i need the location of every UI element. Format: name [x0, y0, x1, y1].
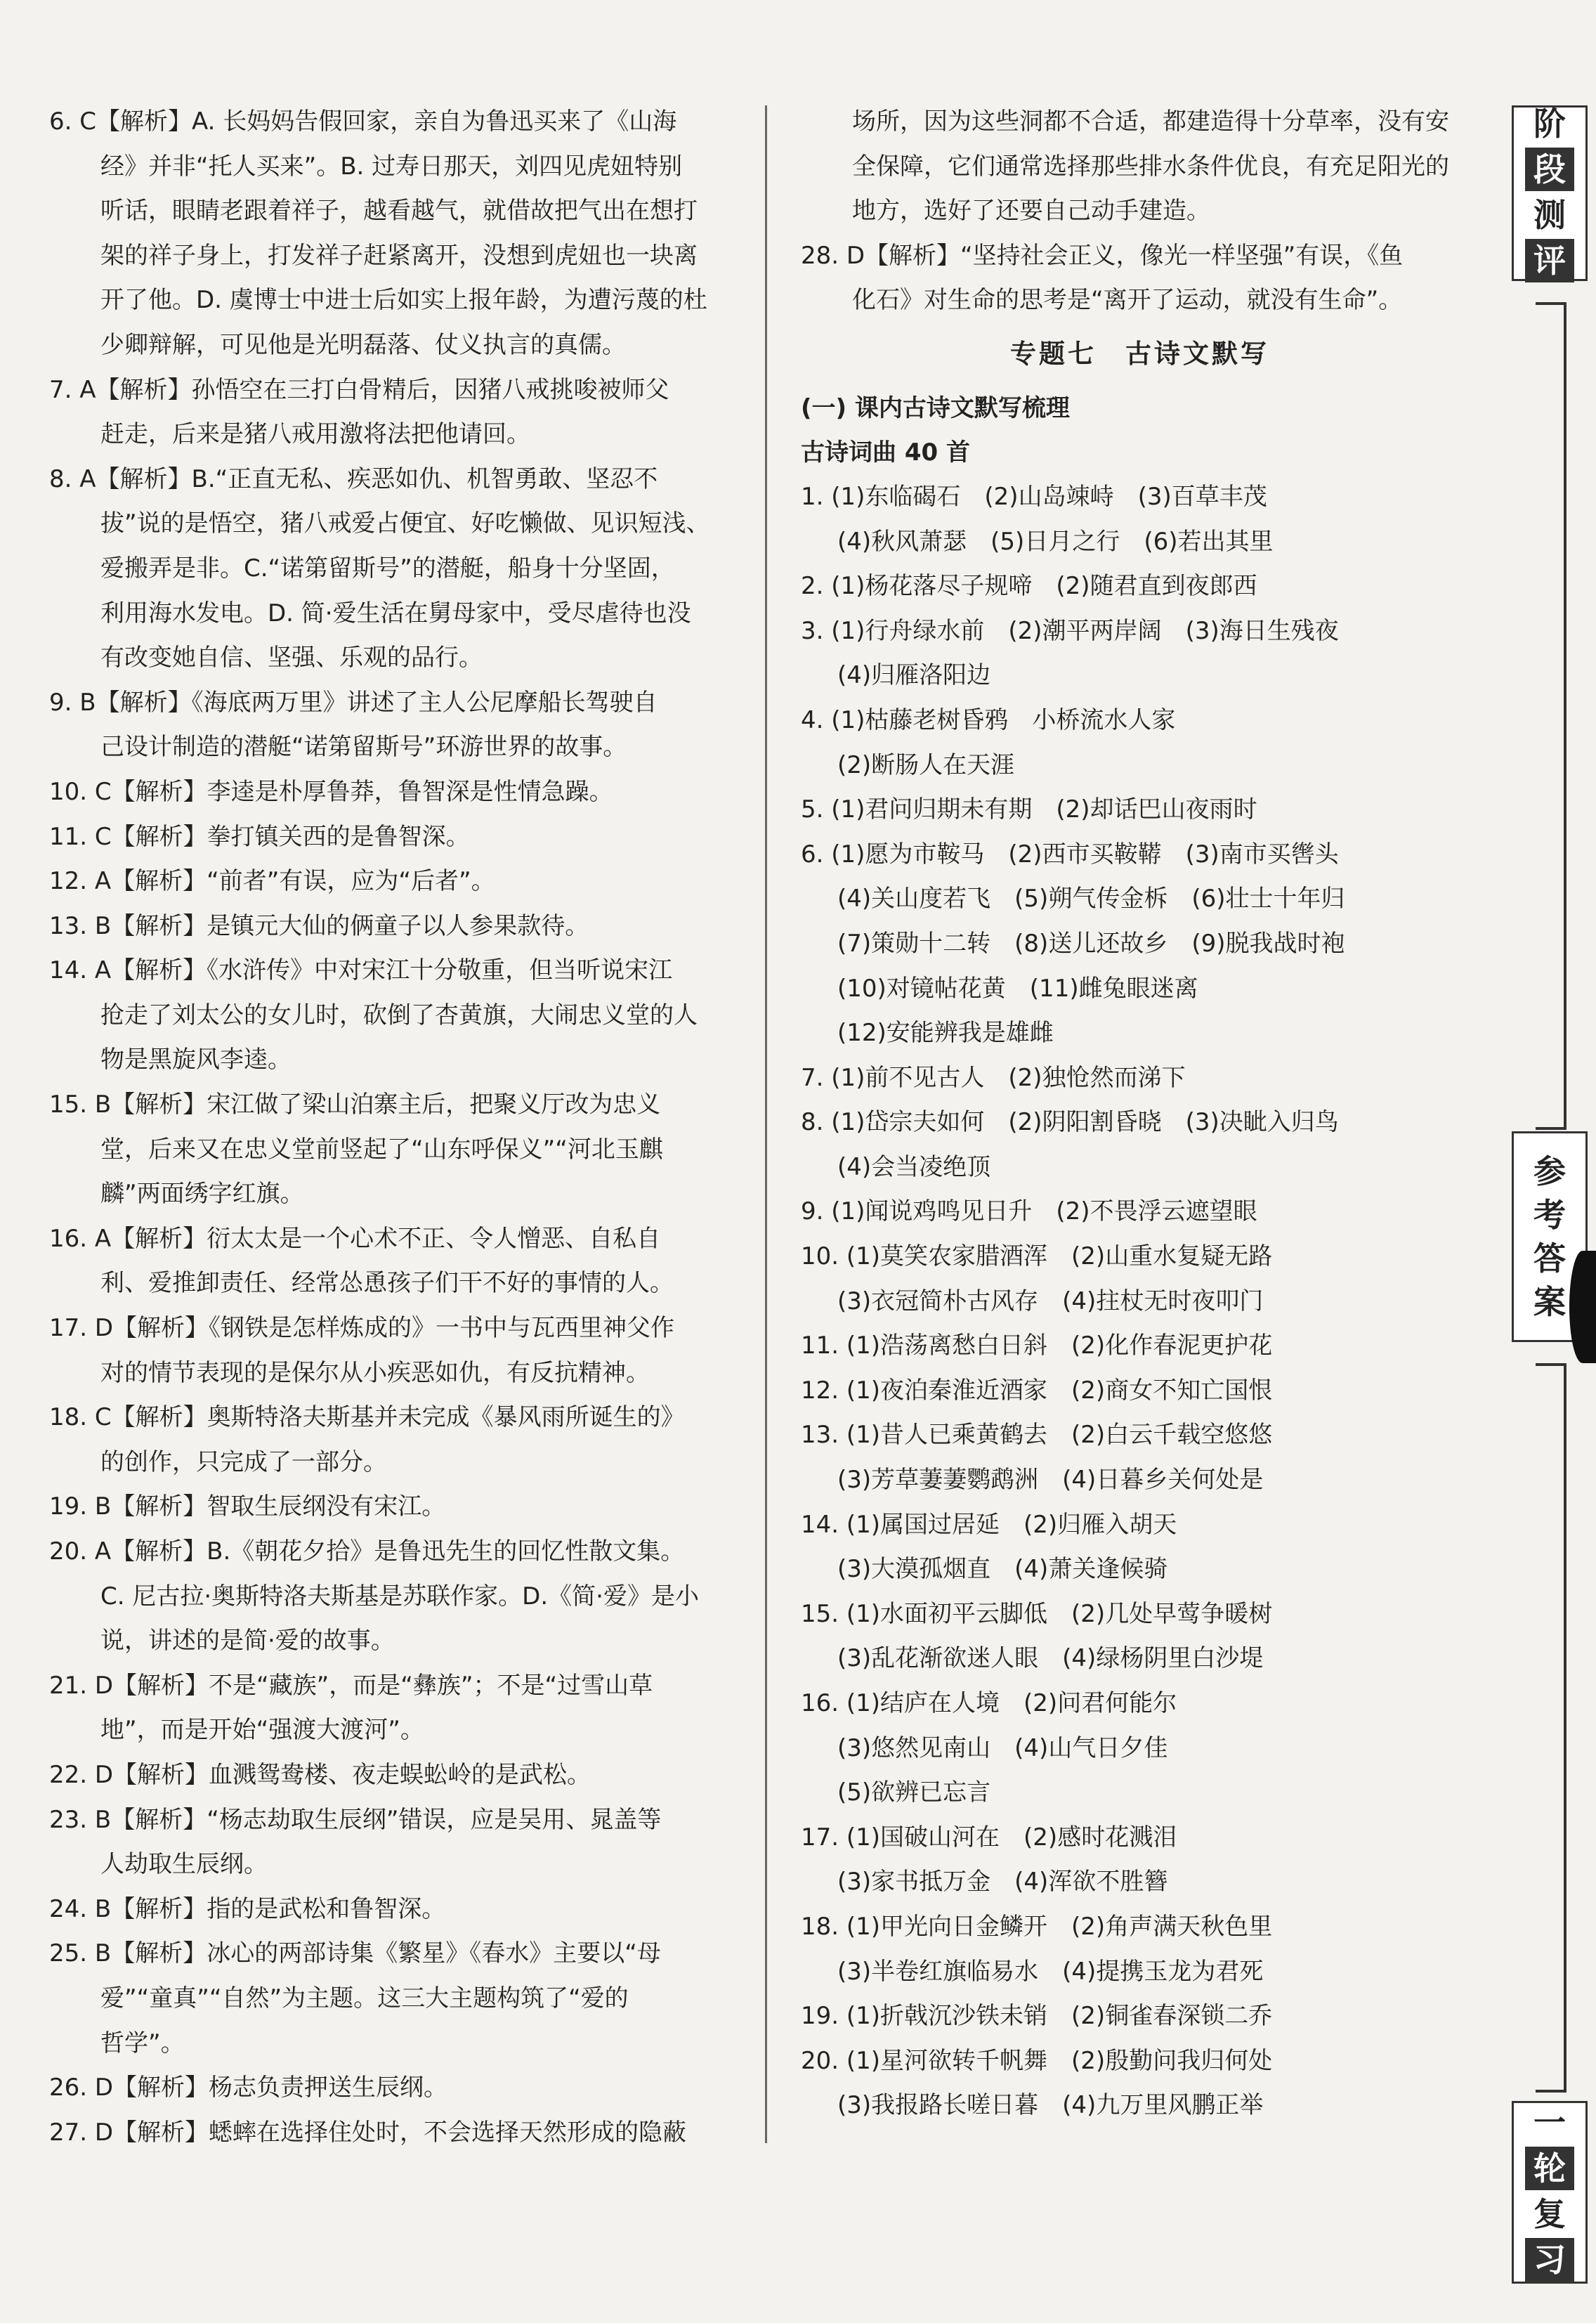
poem-answer-line: 17. (1)国破山河在 (2)感时花溅泪: [801, 1823, 1177, 1852]
poem-answer-line: 1. (1)东临碣石 (2)山岛竦峙 (3)百草丰茂: [801, 482, 1267, 511]
tab-char: 段: [1525, 148, 1574, 191]
answer-line: 8. A【解析】B.“正直无私、疾恶如仇、机智勇敢、坚忍不: [49, 464, 658, 493]
poem-answer-line: (3)芳草萋萋鹦鹉洲 (4)日暮乡关何处是: [837, 1466, 1264, 1495]
side-tabs: [1512, 105, 1589, 2284]
poem-answer-line: (2)断肠人在天涯: [837, 750, 1015, 779]
tab-char: 答: [1533, 1239, 1566, 1277]
answer-line: 14. A【解析】《水浒传》中对宋江十分敬重，但当听说宋江: [49, 956, 673, 985]
answer-line: 26. D【解析】杨志负责押送生辰纲。: [49, 2074, 448, 2102]
right-column: [801, 100, 1479, 2128]
answer-line: 地方，选好了还要自己动手建造。: [852, 197, 1210, 226]
poem-answer-line: 8. (1)岱宗夫如何 (2)阴阳割昏晓 (3)决眦入归鸟: [801, 1108, 1339, 1137]
poem-answer-line: 11. (1)浩荡离愁白日斜 (2)化作春泥更护花: [801, 1332, 1273, 1360]
answer-line: 哲学”。: [100, 2029, 185, 2057]
poem-answer-line: (5)欲辨已忘言: [837, 1778, 991, 1807]
tab-char: 阶: [1533, 105, 1566, 143]
answer-line: 25. B【解析】冰心的两部诗集《繁星》《春水》主要以“母: [49, 1939, 661, 1968]
answer-line: 化石》对生命的思考是“离开了运动，就没有生命”。: [852, 286, 1403, 315]
answer-line: 13. B【解析】是镇元大仙的俩童子以人参果款待。: [49, 911, 589, 940]
answer-line: 27. D【解析】蟋蟀在选择住处时，不会选择天然形成的隐蔽: [49, 2118, 687, 2147]
poem-answer-line: (3)家书抵万金 (4)浑欲不胜簪: [837, 1868, 1168, 1896]
answer-line: 的创作，只完成了一部分。: [100, 1447, 387, 1476]
answer-line: 7. A【解析】孙悟空在三打白骨精后，因猪八戒挑唆被师父: [49, 375, 669, 404]
poem-answer-line: 15. (1)水面初平云脚低 (2)几处早莺争暖树: [801, 1599, 1273, 1628]
answer-line: 有改变她自信、坚强、乐观的品行。: [100, 644, 483, 672]
answer-line: 对的情节表现的是保尔从小疾恶如仇，有反抗精神。: [100, 1358, 650, 1387]
answer-line: 抢走了刘太公的女儿时，砍倒了杏黄旗，大闹忠义堂的人: [100, 1001, 698, 1029]
answer-line: 赶走，后来是猪八戒用激将法把他请回。: [100, 420, 530, 449]
answer-line: 麟”两面绣字红旗。: [100, 1180, 304, 1209]
answer-line: 说，讲述的是简·爱的故事。: [100, 1627, 395, 1655]
answer-line: 24. B【解析】指的是武松和鲁智深。: [49, 1894, 446, 1923]
left-column: [49, 100, 732, 2155]
poem-answer-line: 7. (1)前不见古人 (2)独怆然而涕下: [801, 1063, 1186, 1092]
poem-answer-line: 18. (1)甲光向日金鳞开 (2)角声满天秋色里: [801, 1912, 1273, 1941]
poem-answer-line: 4. (1)枯藤老树昏鸦 小桥流水人家: [801, 705, 1176, 734]
answer-line: 12. A【解析】“前者”有误，应为“后者”。: [49, 867, 495, 896]
answer-line: 10. C【解析】李逵是朴厚鲁莽，鲁智深是性情急躁。: [49, 777, 613, 806]
answer-line: 15. B【解析】宋江做了梁山泊寨主后，把聚义厅改为忠义: [49, 1091, 661, 1119]
answer-line: 堂，后来又在忠义堂前竖起了“山东呼保义”“河北玉麒: [100, 1135, 663, 1164]
poem-answer-line: (3)半卷红旗临易水 (4)提携玉龙为君死: [837, 1957, 1264, 1986]
poem-answer-line: (4)归雁洛阳边: [837, 661, 991, 690]
tab-char: 习: [1525, 2238, 1574, 2282]
poem-answer-line: (4)秋风萧瑟 (5)日月之行 (6)若出其里: [837, 527, 1274, 556]
poem-answer-line: (3)衣冠简朴古风存 (4)拄杖无时夜叩门: [837, 1287, 1264, 1315]
poem-answer-line: 6. (1)愿为市鞍马 (2)西市买鞍鞯 (3)南市买辔头: [801, 840, 1339, 868]
answer-line: 己设计制造的潜艇“诺第留斯号”环游世界的故事。: [100, 733, 627, 762]
poem-answer-line: 14. (1)属国过居延 (2)归雁入胡天: [801, 1510, 1177, 1539]
answer-line: 经》并非“托人买来”。B. 过寿日那天，刘四见虎妞特别: [100, 152, 683, 181]
poem-answer-line: 3. (1)行舟绿水前 (2)潮平两岸阔 (3)海日生残夜: [801, 616, 1339, 645]
tab-char: 参: [1533, 1152, 1566, 1190]
answer-line: 爱搬弄是非。C.“诺第留斯号”的潜艇，船身十分坚固，: [100, 554, 675, 583]
poem-answer-list: [801, 475, 1479, 2128]
answer-line: 利、爱推卸责任、经常怂恿孩子们干不好的事情的人。: [100, 1269, 674, 1298]
answer-line: 听话，眼睛老跟着祥子，越看越气，就借故把气出在想打: [100, 197, 698, 226]
answer-line: 9. B【解析】《海底两万里》讲述了主人公尼摩船长驾驶自: [49, 688, 658, 717]
answer-line: 场所，因为这些洞都不合适，都建造得十分草率，没有安: [852, 108, 1449, 136]
tab-connector: [1536, 302, 1566, 1130]
answer-line: 少卿辩解，可见他是光明磊落、仗义执言的真儒。: [100, 330, 626, 359]
answer-line: 爱”“童真”“自然”为主题。这三大主题构筑了“爱的: [100, 1984, 629, 2012]
poem-answer-line: 19. (1)折戟沉沙铁未销 (2)铜雀春深锁二乔: [801, 2002, 1273, 2031]
answer-line: 开了他。D. 虞博士中进士后如实上报年龄，为遭污蔑的杜: [100, 286, 707, 315]
topic-title: 专题七 古诗文默写: [1010, 338, 1269, 369]
answer-line: 20. A【解析】B.《朝花夕拾》是鲁迅先生的回忆性散文集。: [49, 1537, 685, 1566]
answer-line: 利用海水发电。D. 简·爱生活在舅母家中，受尽虐待也没: [100, 599, 691, 627]
ink-mark: [1569, 1251, 1596, 1363]
answer-line: C. 尼古拉·奥斯特洛夫斯基是苏联作家。D.《简·爱》是小: [100, 1582, 699, 1611]
poem-answer-line: (7)策勋十二转 (8)送儿还故乡 (9)脱我战时袍: [837, 929, 1345, 958]
answer-line: 17. D【解析】《钢铁是怎样炼成的》一书中与瓦西里神父作: [49, 1314, 675, 1343]
section-title: (一) 课内古诗文默写梳理: [801, 393, 1070, 422]
poem-answer-line: 20. (1)星河欲转千帆舞 (2)殷勤问我归何处: [801, 2046, 1273, 2075]
subsection-title: 古诗词曲 40 首: [801, 438, 970, 467]
poem-answer-line: (3)大漠孤烟直 (4)萧关逢候骑: [837, 1555, 1168, 1584]
tab-char: 一: [1533, 2104, 1566, 2142]
tab-char: 轮: [1525, 2147, 1574, 2190]
answer-line: 拔”说的是悟空，猪八戒爱占便宜、好吃懒做、见识短浅、: [100, 509, 710, 538]
tab-char: 测: [1533, 196, 1566, 234]
tab-first-round-review: [1512, 2101, 1588, 2284]
tab-char: 案: [1533, 1283, 1566, 1321]
tab-char: 复: [1533, 2195, 1566, 2233]
poem-answer-line: 13. (1)昔人已乘黄鹤去 (2)白云千载空悠悠: [801, 1421, 1273, 1450]
poem-answer-line: 12. (1)夜泊秦淮近酒家 (2)商女不知亡国恨: [801, 1376, 1273, 1405]
poem-answer-line: (3)乱花渐欲迷人眼 (4)绿杨阴里白沙堤: [837, 1644, 1264, 1673]
answer-line: 架的祥子身上，打发祥子赶紧离开，没想到虎妞也一块离: [100, 241, 698, 270]
answer-line: 23. B【解析】“杨志劫取生辰纲”错误，应是吴用、晁盖等: [49, 1805, 662, 1834]
answer-line: 地”，而是开始“强渡大渡河”。: [100, 1716, 424, 1745]
answer-line: 人劫取生辰纲。: [100, 1850, 268, 1879]
answer-line: 18. C【解析】奥斯特洛夫斯基并未完成《暴风雨所诞生的》: [49, 1403, 685, 1432]
tab-stage-assessment: [1512, 105, 1588, 281]
answer-line: 全保障，它们通常选择那些排水条件优良，有充足阳光的: [852, 152, 1449, 181]
tab-char: 考: [1533, 1196, 1566, 1234]
column-divider: [765, 105, 767, 2143]
answer-line: 19. B【解析】智取生辰纲没有宋江。: [49, 1492, 446, 1521]
poem-answer-line: 5. (1)君问归期未有期 (2)却话巴山夜雨时: [801, 795, 1257, 824]
answer-line: 22. D【解析】血溅鸳鸯楼、夜走蜈蚣岭的是武松。: [49, 1760, 591, 1789]
poem-answer-line: (3)我报路长嗟日暮 (4)九万里风鹏正举: [837, 2091, 1264, 2120]
poem-answer-line: 16. (1)结庐在人境 (2)问君何能尔: [801, 1689, 1177, 1717]
tab-char: 评: [1525, 239, 1574, 282]
poem-answer-line: 9. (1)闻说鸡鸣见日升 (2)不畏浮云遮望眼: [801, 1197, 1257, 1226]
poem-answer-line: (3)悠然见南山 (4)山气日夕佳: [837, 1733, 1168, 1762]
answer-line: 21. D【解析】不是“藏族”，而是“彝族”；不是“过雪山草: [49, 1671, 653, 1700]
poem-answer-line: 10. (1)莫笑农家腊酒浑 (2)山重水复疑无路: [801, 1242, 1273, 1271]
poem-answer-line: (4)会当凌绝顶: [837, 1152, 991, 1181]
answer-line: 6. C【解析】A. 长妈妈告假回家，亲自为鲁迅买来了《山海: [49, 108, 677, 136]
poem-answer-line: (12)安能辨我是雄雌: [837, 1019, 1054, 1048]
answer-line: 28. D【解析】“坚持社会正义，像光一样坚强”有误，《鱼: [801, 241, 1404, 270]
tab-connector: [1536, 1363, 1566, 2093]
right-column-continuation: [801, 100, 1479, 323]
answer-line: 16. A【解析】衍太太是一个心术不正、令人憎恶、自私自: [49, 1224, 661, 1253]
answer-line: 物是黑旋风李逵。: [100, 1046, 292, 1074]
poem-answer-line: (10)对镜帖花黄 (11)雌兔眼迷离: [837, 974, 1198, 1003]
poem-answer-line: 2. (1)杨花落尽子规啼 (2)随君直到夜郎西: [801, 572, 1257, 601]
poem-answer-line: (4)关山度若飞 (5)朔气传金柝 (6)壮士十年归: [837, 885, 1345, 913]
answer-line: 11. C【解析】拳打镇关西的是鲁智深。: [49, 822, 470, 851]
